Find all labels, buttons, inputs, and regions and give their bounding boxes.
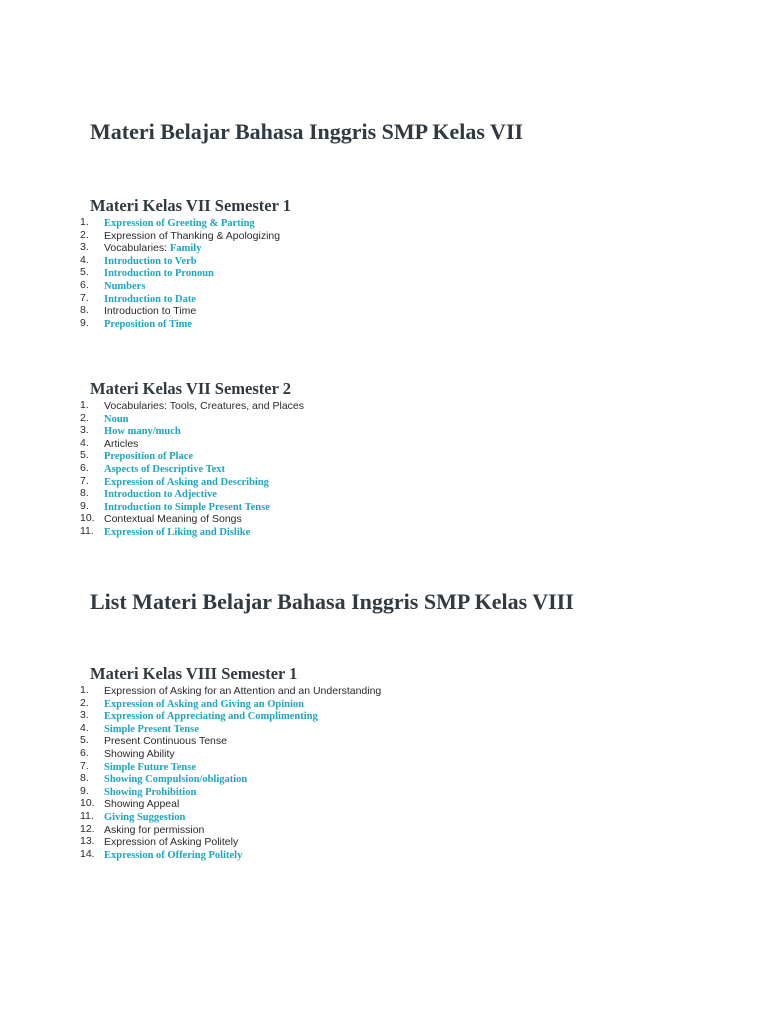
- list-item: [80, 684, 381, 697]
- item-link[interactable]: Simple Future Tense: [104, 761, 196, 773]
- item-text: Contextual Meaning of Songs: [104, 513, 242, 526]
- list-item: [80, 709, 381, 722]
- item-number: 14.: [80, 847, 95, 860]
- list-item: [80, 835, 381, 848]
- item-link[interactable]: Aspects of Descriptive Text: [104, 464, 226, 476]
- item-text: Asking for permission: [104, 823, 205, 836]
- item-text: Introduction to Time: [104, 305, 197, 318]
- item-link[interactable]: Introduction to Pronoun: [104, 268, 214, 280]
- item-text: Expression of Asking Politely: [104, 836, 239, 849]
- item-link[interactable]: Introduction to Adjective: [104, 489, 217, 501]
- heading-vii-semester-1: Materi Kelas VII Semester 1: [90, 196, 292, 215]
- list-item: [80, 734, 381, 747]
- item-link[interactable]: Preposition of Place: [104, 451, 194, 463]
- list-item: [80, 241, 280, 254]
- heading-vii-semester-2: Materi Kelas VII Semester 2: [90, 379, 292, 398]
- item-text: Expression of Thanking & Apologizing: [104, 229, 281, 242]
- list-item: [80, 266, 280, 279]
- list-item: [80, 697, 381, 710]
- item-number: 7.: [80, 759, 89, 772]
- item-number: 9.: [80, 499, 89, 512]
- list-item: [80, 292, 280, 305]
- item-link[interactable]: Expression of Appreciating and Complimenting: [104, 711, 318, 723]
- item-link[interactable]: Showing Compulsion/obligation: [104, 774, 248, 786]
- list-item: [80, 722, 381, 735]
- list-item: [80, 437, 304, 450]
- heading-viii-semester-1: Materi Kelas VIII Semester 1: [90, 664, 298, 683]
- list-item: [80, 254, 280, 267]
- item-number: 1.: [80, 216, 89, 228]
- item-text: Vocabularies:: [104, 242, 170, 255]
- page-title-kelas-viii: List Materi Belajar Bahasa Inggris SMP Kelas VIII: [90, 589, 574, 614]
- item-link[interactable]: Expression of Greeting & Parting: [104, 218, 255, 229]
- item-number: 1.: [80, 684, 89, 696]
- item-number: 2.: [80, 228, 89, 241]
- item-text: Articles: [104, 437, 139, 450]
- item-link[interactable]: Introduction to Date: [104, 293, 196, 305]
- item-number: 11.: [80, 810, 94, 823]
- page-title-kelas-vii: Materi Belajar Bahasa Inggris SMP Kelas VII: [90, 119, 524, 144]
- item-number: 6.: [80, 462, 89, 475]
- list-item: [80, 304, 280, 317]
- list-vii-semester-2: [80, 399, 304, 538]
- list-item: [80, 823, 381, 836]
- item-link[interactable]: Expression of Asking and Describing: [104, 476, 269, 488]
- item-number: 4.: [80, 721, 89, 734]
- item-number: 3.: [80, 709, 89, 722]
- item-number: 7.: [80, 474, 89, 487]
- item-link[interactable]: Introduction to Simple Present Tense: [104, 501, 270, 513]
- item-link[interactable]: Expression of Offering Politely: [104, 849, 243, 861]
- item-link[interactable]: Expression of Asking and Giving an Opinion: [104, 698, 304, 710]
- item-number: 1.: [80, 399, 89, 411]
- list-item: [80, 449, 304, 462]
- item-number: 5.: [80, 266, 89, 279]
- list-viii-semester-1: [80, 684, 381, 861]
- item-number: 3.: [80, 424, 89, 437]
- item-number: 9.: [80, 316, 89, 329]
- list-item: [80, 412, 304, 425]
- item-link[interactable]: Preposition of Time: [104, 318, 193, 330]
- list-item: [80, 229, 280, 242]
- list-item: [80, 525, 304, 538]
- item-text: Showing Appeal: [104, 798, 180, 811]
- list-item: [80, 475, 304, 488]
- list-item: [80, 848, 381, 861]
- item-number: 4.: [80, 436, 89, 449]
- item-text: Showing Ability: [104, 748, 175, 761]
- item-number: 3.: [80, 241, 89, 254]
- item-number: 11.: [80, 525, 94, 538]
- list-item: [80, 772, 381, 785]
- item-number: 10.: [80, 797, 95, 810]
- item-link[interactable]: How many/much: [104, 426, 181, 438]
- list-item: [80, 810, 381, 823]
- list-item: [80, 797, 381, 810]
- item-number: 7.: [80, 291, 89, 304]
- item-link[interactable]: Simple Present Tense: [104, 723, 199, 735]
- item-link[interactable]: Expression of Liking and Dislike: [104, 527, 251, 539]
- list-item: [80, 399, 304, 412]
- list-item: [80, 216, 280, 229]
- item-number: 4.: [80, 253, 89, 266]
- item-text: Present Continuous Tense: [104, 735, 227, 748]
- item-text: Vocabularies: Tools, Creatures, and Places: [104, 400, 305, 412]
- item-link[interactable]: Showing Prohibition: [104, 786, 197, 798]
- item-number: 5.: [80, 449, 89, 462]
- list-item: [80, 512, 304, 525]
- item-number: 6.: [80, 279, 89, 292]
- list-vii-semester-1: [80, 216, 280, 329]
- item-number: 12.: [80, 822, 95, 835]
- item-number: 10.: [80, 512, 95, 525]
- list-item: [80, 747, 381, 760]
- item-number: 8.: [80, 487, 89, 500]
- item-link[interactable]: Giving Suggestion: [104, 812, 186, 824]
- item-number: 8.: [80, 304, 89, 317]
- list-item: [80, 279, 280, 292]
- list-item: [80, 785, 381, 798]
- item-link[interactable]: Noun: [104, 413, 129, 425]
- item-link[interactable]: Family: [169, 243, 202, 255]
- item-link[interactable]: Numbers: [104, 281, 146, 293]
- item-number: 13.: [80, 835, 95, 848]
- list-item: [80, 317, 280, 330]
- item-number: 2.: [80, 411, 89, 424]
- item-text: Expression of Asking for an Attention and an Understanding: [104, 685, 382, 697]
- list-item: [80, 487, 304, 500]
- item-number: 5.: [80, 734, 89, 747]
- item-number: 2.: [80, 696, 89, 709]
- list-item: [80, 424, 304, 437]
- item-number: 6.: [80, 747, 89, 760]
- item-link[interactable]: Introduction to Verb: [104, 255, 197, 267]
- item-number: 8.: [80, 772, 89, 785]
- list-item: [80, 462, 304, 475]
- list-item: [80, 500, 304, 513]
- item-number: 9.: [80, 784, 89, 797]
- list-item: [80, 760, 381, 773]
